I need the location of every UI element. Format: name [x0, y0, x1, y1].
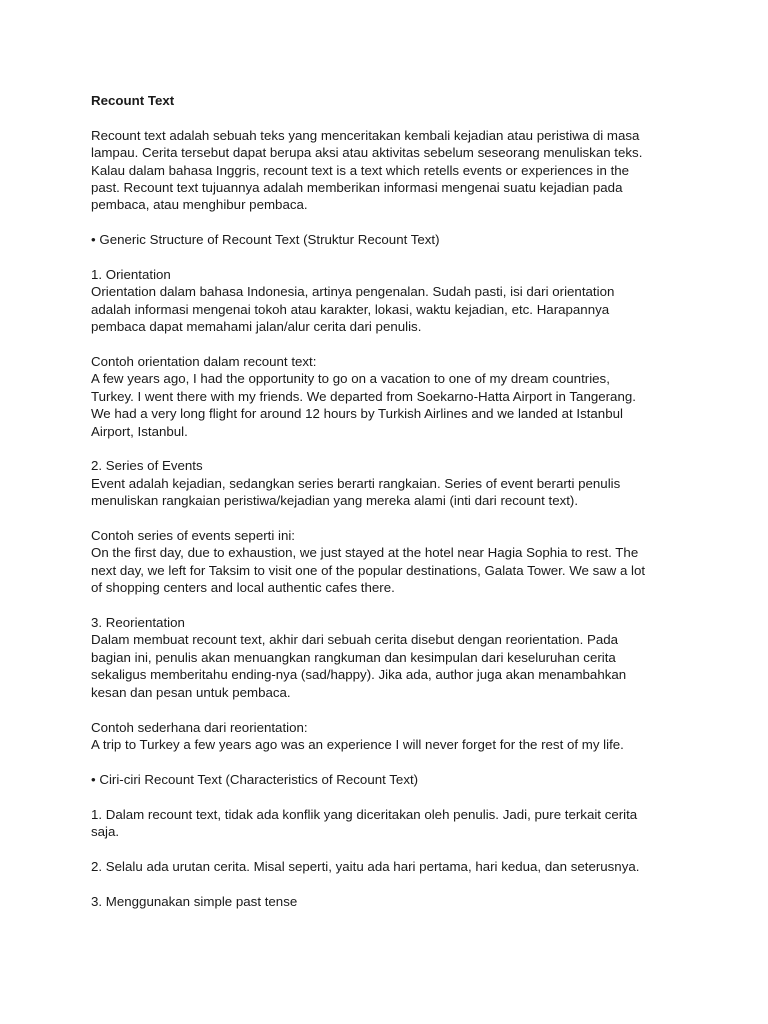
reorientation-example: [91, 719, 691, 754]
intro-line: lampau. Cerita tersebut dapat berupa aksi atau aktivitas sebelum seseorang menuliskan teks.: [91, 145, 643, 161]
intro-line: pembaca, atau menghibur pembaca.: [91, 197, 308, 213]
document-title: Recount Text: [91, 93, 175, 108]
reorientation-body-line: sekaligus memberitahu ending-nya (sad/happy). Jika ada, author juga akan menambahkan: [91, 667, 627, 683]
document-body: [91, 92, 691, 910]
intro-line: Recount text adalah sebuah teks yang menceritakan kembali kejadian atau peristiwa di masa: [91, 127, 640, 143]
characteristic-item: [91, 806, 691, 841]
orientation-example: [91, 353, 691, 440]
orientation-example-heading: Contoh orientation dalam recount text:: [91, 354, 317, 370]
events-example: [91, 527, 691, 597]
events-example-heading: Contoh series of events seperti ini:: [91, 528, 295, 544]
reorientation-body-line: bagian ini, penulis akan menuangkan rangkuman dan kesimpulan dari keseluruhan cerita: [91, 649, 616, 665]
orientation-example-line: Airport, Istanbul.: [91, 423, 188, 439]
orientation-example-line: We had a very long flight for around 12 hours by Turkish Airlines and we landed at Istanbul: [91, 406, 623, 422]
orientation-heading: 1. Orientation: [91, 267, 171, 283]
events-section: [91, 457, 691, 509]
orientation-body-line: pembaca dapat memahami jalan/alur cerita dari penulis.: [91, 319, 422, 335]
orientation-section: [91, 266, 691, 336]
events-example-line: of shopping centers and local authentic cafes there.: [91, 580, 395, 596]
characteristic-item: [91, 858, 691, 875]
orientation-example-line: A few years ago, I had the opportunity to go on a vacation to one of my dream countries,: [91, 371, 610, 387]
reorientation-heading: 3. Reorientation: [91, 615, 185, 631]
events-body-line: menuliskan rangkaian peristiwa/kejadian yang mereka alami (inti dari recount text).: [91, 493, 579, 509]
characteristics-heading: • Ciri-ciri Recount Text (Characteristics of Recount Text): [91, 771, 419, 787]
events-example-line: On the first day, due to exhaustion, we just stayed at the hotel near Hagia Sophia to rest. The: [91, 545, 639, 561]
reorientation-example-line: A trip to Turkey a few years ago was an experience I will never forget for the rest of my life.: [91, 736, 624, 752]
reorientation-example-heading: Contoh sederhana dari reorientation:: [91, 719, 308, 735]
reorientation-body-line: kesan dan pesan untuk pembaca.: [91, 684, 291, 700]
events-example-line: next day, we left for Taksim to visit one of the popular destinations, Galata Tower. We saw a lot: [91, 562, 646, 578]
structure-heading: • Generic Structure of Recount Text (Struktur Recount Text): [91, 232, 440, 248]
characteristic-item: [91, 893, 691, 910]
orientation-body-line: adalah informasi mengenai tokoh atau karakter, lokasi, waktu kejadian, etc. Harapannya: [91, 301, 610, 317]
intro-line: past. Recount text tujuannya adalah memberikan informasi mengenai suatu kejadian pada: [91, 180, 623, 196]
characteristic-line: 1. Dalam recount text, tidak ada konflik yang diceritakan oleh penulis. Jadi, pure terkait cerita: [91, 806, 638, 822]
events-body-line: Event adalah kejadian, sedangkan series berarti rangkaian. Series of event berarti penulis: [91, 475, 621, 491]
orientation-example-line: Turkey. I went there with my friends. We departed from Soekarno-Hatta Airport in Tangerang.: [91, 388, 636, 404]
orientation-body-line: Orientation dalam bahasa Indonesia, artinya pengenalan. Sudah pasti, isi dari orientation: [91, 284, 615, 300]
events-heading: 2. Series of Events: [91, 458, 203, 474]
intro-paragraph: [91, 127, 691, 214]
reorientation-body-line: Dalam membuat recount text, akhir dari sebuah cerita disebut dengan reorientation. Pada: [91, 632, 619, 648]
characteristic-line: 2. Selalu ada urutan cerita. Misal seperti, yaitu ada hari pertama, hari kedua, dan seterusnya.: [91, 858, 640, 874]
characteristic-line: saja.: [91, 823, 120, 839]
characteristic-line: 3. Menggunakan simple past tense: [91, 893, 298, 909]
intro-line: Kalau dalam bahasa Inggris, recount text is a text which retells events or experiences in the: [91, 162, 630, 178]
reorientation-section: [91, 614, 691, 701]
